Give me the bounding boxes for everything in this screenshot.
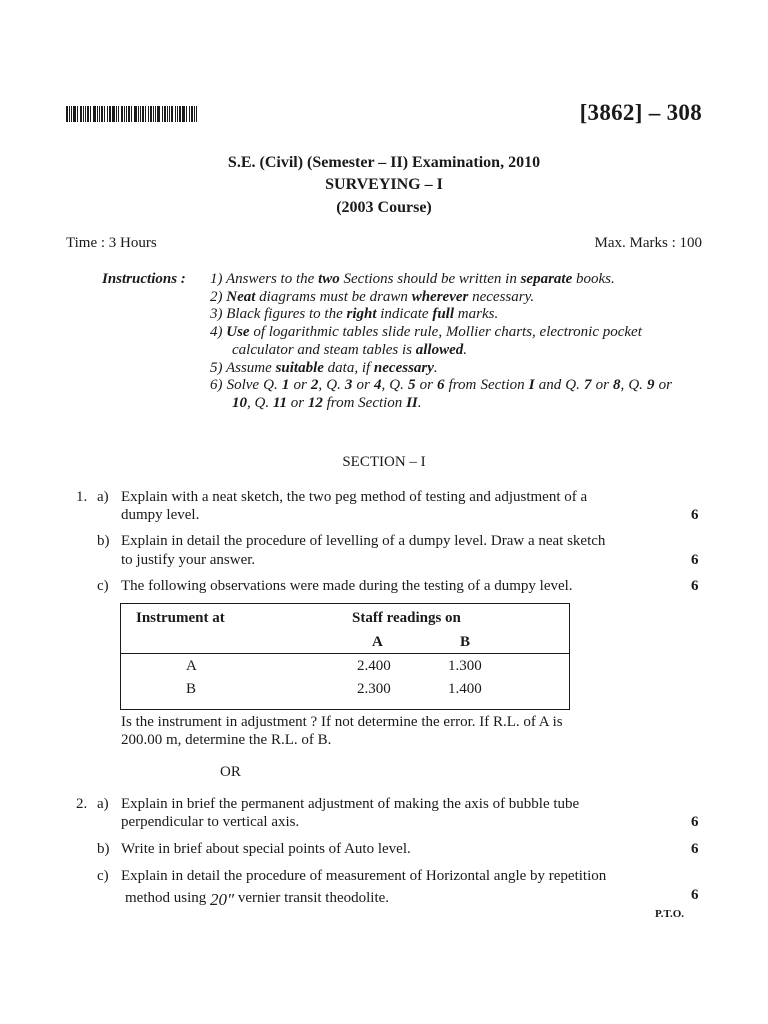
barcode-bar — [150, 106, 152, 122]
q1b-label: b) — [97, 533, 110, 549]
barcode-bar — [171, 106, 173, 122]
barcode-bar — [186, 106, 187, 122]
q2c-line2-post: vernier transit theodolite. — [237, 890, 390, 906]
barcode-bar — [179, 106, 181, 122]
barcode-bar — [162, 106, 163, 122]
table-header-instrument: Instrument at — [136, 610, 225, 626]
barcode-bar — [118, 106, 119, 122]
barcode-bar — [109, 106, 111, 122]
q1a-marks: 6 — [691, 507, 699, 523]
barcode-bar — [138, 106, 139, 122]
q2c-label: c) — [97, 868, 109, 884]
max-marks: Max. Marks : 100 — [594, 235, 702, 251]
q2a-line2: perpendicular to vertical axis. — [121, 814, 300, 830]
barcode-bar — [99, 106, 100, 122]
barcode-bar — [83, 106, 84, 122]
barcode-bar — [116, 106, 117, 122]
course-title: (2003 Course) — [336, 199, 432, 216]
q1c-follow-line2: 200.00 m, determine the R.L. of B. — [121, 732, 332, 748]
barcode-bar — [90, 106, 91, 122]
instruction-item-2: 2) Neat diagrams must be drawn wherever necessary. — [210, 288, 535, 305]
q1a-line1: Explain with a neat sketch, the two peg method of testing and adjustment of a — [121, 489, 588, 505]
table-row-1-b: 1.300 — [448, 658, 482, 674]
barcode-bar — [97, 106, 98, 122]
time-allowed: Time : 3 Hours — [66, 235, 157, 251]
barcode-bar — [131, 106, 132, 122]
barcode-bar — [175, 106, 176, 122]
q2b-text: Write in brief about special points of Auto level. — [121, 841, 411, 857]
barcode-bar — [80, 106, 82, 122]
q1c-text: The following observations were made during the testing of a dumpy level. — [121, 578, 573, 594]
q1b-marks: 6 — [691, 552, 699, 568]
barcode-bar — [157, 106, 160, 122]
q1c-marks: 6 — [691, 578, 699, 594]
table-row-1-a: 2.400 — [357, 658, 391, 674]
q1c-label: c) — [97, 578, 109, 594]
instruction-item-5: 5) Assume suitable data, if necessary. — [210, 359, 438, 376]
q2c-marks: 6 — [691, 887, 699, 903]
table-header-staff: Staff readings on — [352, 610, 461, 626]
q1b-line2: to justify your answer. — [121, 552, 256, 568]
barcode-bar — [101, 106, 103, 122]
barcode-bar — [148, 106, 149, 122]
instruction-item-4: 4) Use of logarithmic tables slide rule, Mollier charts, electronic pocket calculator and steam tables is allowed. — [210, 324, 642, 358]
section-heading: SECTION – I — [342, 454, 426, 470]
barcode-bar — [126, 106, 127, 122]
barcode-bar — [182, 106, 185, 122]
barcode-bar — [77, 106, 78, 122]
barcode-bar — [145, 106, 146, 122]
table-subheader-a: A — [372, 634, 383, 650]
barcode-bar — [196, 106, 197, 122]
q2c-line1: Explain in detail the procedure of measurement of Horizontal angle by repetition — [121, 868, 607, 884]
table-row-2-a: 2.300 — [357, 681, 391, 697]
barcode-bar — [194, 106, 195, 122]
table-divider — [120, 653, 570, 654]
or-separator: OR — [220, 764, 241, 780]
barcode-bar — [112, 106, 115, 122]
barcode-bar — [124, 106, 125, 122]
barcode-bar — [73, 106, 76, 122]
barcode-bar — [169, 106, 170, 122]
barcode-bar — [142, 106, 144, 122]
table-row-2-b: 1.400 — [448, 681, 482, 697]
barcode-bar — [177, 106, 178, 122]
q1-number: 1. — [76, 489, 88, 505]
q2a-label: a) — [97, 796, 109, 812]
paper-code: [3862] – 308 — [579, 100, 702, 125]
barcode-bar — [66, 106, 68, 122]
exam-title: S.E. (Civil) (Semester – II) Examination, 2010 — [227, 154, 541, 171]
instructions-list — [210, 271, 672, 413]
q2c-line2-pre: method using — [125, 890, 207, 906]
q1c-follow-line1: Is the instrument in adjustment ? If not determine the error. If R.L. of A is — [121, 714, 563, 730]
barcode-bar — [104, 106, 105, 122]
barcode-bar — [93, 106, 96, 122]
pto-label: P.T.O. — [655, 908, 685, 920]
instruction-item-1: 1) Answers to the two Sections should be written in separate books. — [210, 271, 615, 287]
barcode-bar — [128, 106, 130, 122]
barcode-bar — [155, 106, 156, 122]
barcode-bar — [140, 106, 141, 122]
instructions-label: Instructions : — [102, 271, 186, 287]
instruction-item-3: 3) Black figures to the right indicate full marks. — [210, 306, 499, 323]
q1a-line2: dumpy level. — [121, 507, 200, 523]
barcode-bar — [189, 106, 190, 122]
q2c-line2 — [125, 888, 389, 908]
table-row-2-instrument: B — [186, 681, 197, 697]
q1a-label: a) — [97, 489, 109, 505]
q2a-marks: 6 — [691, 814, 699, 830]
table-subheader-b: B — [460, 634, 471, 650]
barcode-bar — [164, 106, 166, 122]
table-row-1-instrument: A — [186, 658, 197, 674]
barcode-bar — [167, 106, 168, 122]
barcode-bar — [85, 106, 86, 122]
barcode-bar — [153, 106, 154, 122]
barcode-bar — [134, 106, 137, 122]
subject-title: SURVEYING – I — [325, 176, 443, 193]
q2c-angle: 20″ — [210, 890, 235, 909]
barcode-bar — [71, 106, 72, 122]
q2-number: 2. — [76, 796, 88, 812]
instruction-item-6: 6) Solve Q. 1 or 2, Q. 3 or 4, Q. 5 or 6 from Section I and Q. 7 or 8, Q. 9 or 10, Q. 11 or 12 from Section II. — [210, 377, 672, 411]
barcode-bar — [121, 106, 123, 122]
q1b-line1: Explain in detail the procedure of levelling of a dumpy level. Draw a neat sketch — [121, 533, 606, 549]
barcode-bar — [191, 106, 193, 122]
barcode-bar — [87, 106, 89, 122]
q2a-line1: Explain in brief the permanent adjustment of making the axis of bubble tube — [121, 796, 580, 812]
barcode — [66, 106, 198, 122]
q2b-label: b) — [97, 841, 110, 857]
barcode-bar — [69, 106, 70, 122]
q2b-marks: 6 — [691, 841, 699, 857]
barcode-bar — [107, 106, 108, 122]
